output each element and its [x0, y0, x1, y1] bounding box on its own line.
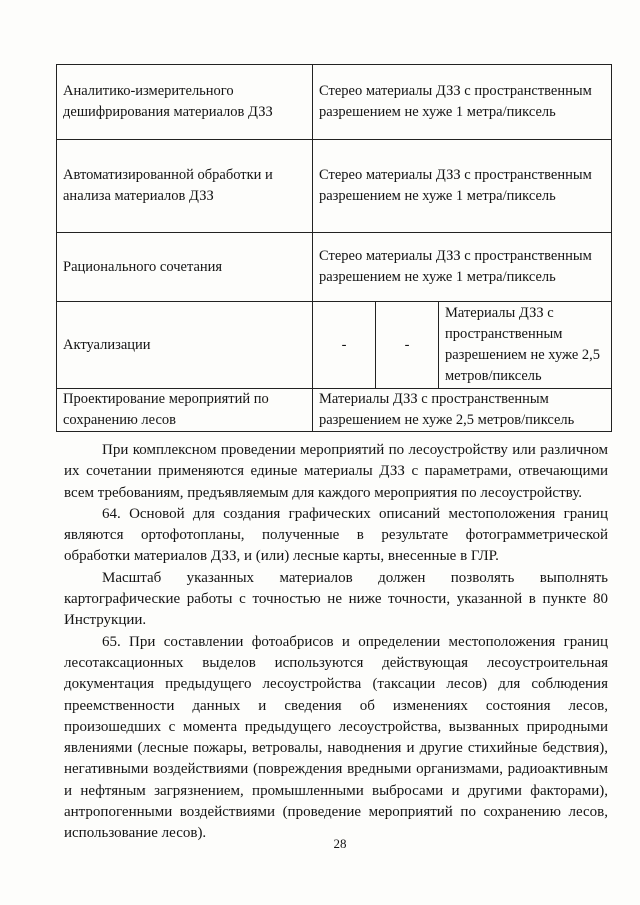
table-row — [57, 389, 612, 432]
requirements-table — [56, 64, 612, 432]
paragraph: 65. При составлении фотоабрисов и определении местоположения границ лесотаксационных выделов используются действующая лесоустроительная документация предыдущего лесоустройства (таксации лесов) для соблюдения преемственности данных и сведения об изменениях состояния лесов, произошедших с момента предыдущего лесоустройства, вызванных природными явлениями (лесные пожары, ветровалы, наводнения и другие стихийные бедствия), негативными воздействиями (повреждения вредными организмами, радиоактивным и нефтяным загрязнением, промышленными выбросами и другими факторами), антропогенными воздействиями (проведение мероприятий по сохранению лесов, использование лесов). — [64, 633, 608, 842]
page-number: 28 — [333, 836, 347, 851]
table-row — [57, 65, 612, 140]
method-cell: Проектирование мероприятий по сохранению лесов — [57, 389, 313, 432]
paragraph: Масштаб указанных материалов должен позволять выполнять картографические работы с точностью не ниже точности, указанной в пункте 80 Инструкции. — [64, 569, 608, 629]
dash-cell: - — [376, 302, 439, 389]
method-cell: Автоматизированной обработки и анализа материалов ДЗЗ — [57, 140, 313, 233]
material-cell: Стерео материалы ДЗЗ с пространственным разрешением не хуже 1 метра/пиксель — [313, 65, 612, 140]
paragraph: При комплексном проведении мероприятий по лесоустройству или различном их сочетании применяются единые материалы ДЗЗ с параметрами, отвечающими всем требованиям, предъявляемым для каждого мероприятия по лесоустройству. — [64, 442, 608, 501]
material-cell: Материалы ДЗЗ с пространственным разрешением не хуже 2,5 метров/пиксель — [439, 302, 612, 389]
table-row — [57, 233, 612, 302]
paragraph: 64. Основой для создания графических описаний местоположения границ являются ортофотопланы, полученные в результате фотограмметрической обработки материалов ДЗЗ, и (или) лесные карты, внесенные в ГЛР. — [64, 505, 608, 565]
table-row — [57, 302, 612, 389]
method-cell: Актуализации — [57, 302, 313, 389]
table-row — [57, 140, 612, 233]
method-cell: Аналитико-измерительного дешифрирования материалов ДЗЗ — [57, 65, 313, 140]
material-cell: Стерео материалы ДЗЗ с пространственным разрешением не хуже 1 метра/пиксель — [313, 140, 612, 233]
body-text — [64, 440, 608, 845]
material-cell: Стерео материалы ДЗЗ с пространственным разрешением не хуже 1 метра/пиксель — [313, 233, 612, 302]
material-cell: Материалы ДЗЗ с пространственным разрешением не хуже 2,5 метров/пиксель — [313, 389, 612, 432]
dash-cell: - — [313, 302, 376, 389]
method-cell: Рационального сочетания — [57, 233, 313, 302]
